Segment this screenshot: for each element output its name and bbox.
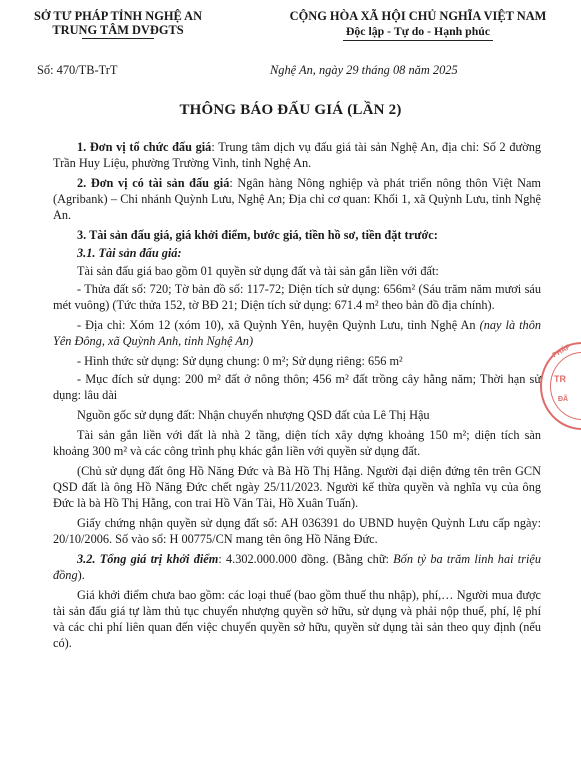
red-seal-stamp [540,342,581,430]
agency-line-1: SỞ TƯ PHÁP TỈNH NGHỆ AN [33,9,203,23]
address-info [53,317,541,349]
section-1 [53,139,541,171]
land-origin: Nguồn gốc sử dụng đất: Nhận chuyển nhượng QSD đất của Lê Thị Hậu [77,408,430,422]
section-3-heading: 3. Tài sản đấu giá, giá khởi điểm, bước giá, tiền hồ sơ, tiền đặt trước: [77,228,438,242]
owner-info: (Chủ sử dụng đất ông Hồ Năng Đức và Bà Hồ Thị Hằng. Người đại diện đứng tên trên GCN QSD đất là ông Hồ Năng Đức chết ngày 25/11/2023. Người kế thừa quyền và nghĩa vụ của ông Đức là bà Hồ Thị Hằng, con trai Hồ Văn Tài, Hồ Xuân Tuấn). [53,464,541,510]
house-info: Tài sản gắn liền với đất là nhà 2 tầng, diện tích xây dựng khoảng 150 m²; diện tích sàn khoảng 300 m² và các công trình phụ khác gắn liền với quyền sử dụng đất. [53,428,541,458]
section-3-2-words: Bốn tỷ ba trăm linh hai triệu đồng [53,552,542,582]
section-2-label: 2. Đơn vị có tài sản đấu giá [77,176,230,190]
motto-underline [343,40,493,41]
motto: Độc lập - Tự do - Hạnh phúc [345,24,491,38]
usage-purpose: - Mục đích sử dụng: 200 m² đất ở nông thôn; 456 m² đất trồng cây hằng năm; Thời hạn sử dụng: lâu dài [53,372,541,402]
section-2-text: : Ngân hàng Nông nghiệp và phát triển nông thôn Việt Nam (Agribank) – Chi nhánh Quỳnh Lưu, Nghệ An; Địa chỉ cơ quan: Khối 1, xã Quỳnh Lưu, tỉnh Nghệ An. [53,176,541,222]
section-3-1-heading: 3.1. Tài sản đấu giá: [77,246,182,260]
document-date: Nghệ An, ngày 29 tháng 08 năm 2025 [270,63,458,77]
document-number: Số: 470/TB-TrT [37,63,118,77]
section-2 [53,175,541,223]
section-3-2-close: ). [77,568,85,582]
stamp-text-b: TR [554,374,566,384]
document-title: THÔNG BÁO ĐẤU GIÁ (LẦN 2) [179,102,402,118]
section-3-2-value: : 4.302.000.000 đồng. (Bằng chữ: [218,552,394,566]
nation-line: CỘNG HÒA XÃ HỘI CHỦ NGHĨA VIỆT NAM [289,9,547,23]
document-body [53,139,541,655]
stamp-inner-ring [550,352,581,420]
parcel-info: - Thửa đất số: 720; Tờ bản đồ số: 117-72; Diện tích sử dụng: 656m² (Sáu trăm năm mươi sáu mét vuông) (Tức thửa 152, tờ BĐ 21; Diện tích sử dụng: 671.4 m² theo bản đồ địa chính). [53,282,541,312]
section-1-text: : Trung tâm dịch vụ đấu giá tài sản Nghệ An, địa chỉ: Số 2 đường Trần Huy Liệu, phường Trường Vinh, tỉnh Nghệ An. [53,140,541,170]
agency-underline [82,38,154,39]
stamp-text-a: PHÁP [551,343,572,360]
nation-header [258,9,578,41]
address-text: - Địa chỉ: Xóm 12 (xóm 10), xã Quỳnh Yên, huyện Quỳnh Lưu, tỉnh Nghệ An [77,318,480,332]
section-1-label: 1. Đơn vị tổ chức đấu giá [77,140,212,154]
stamp-text-c: ĐÃ [558,396,569,403]
address-note: (nay là thôn Yên Đông, xã Quỳnh Anh, tỉnh Nghệ An) [53,318,541,348]
asset-intro: Tài sản đấu giá bao gồm 01 quyền sử dụng đất và tài sản gắn liền với đất: [77,264,439,278]
usage-form: - Hình thức sử dụng: Sử dụng chung: 0 m²; Sử dụng riêng: 656 m² [77,354,403,368]
agency-line-2: TRUNG TÂM DVĐGTS [52,23,184,37]
section-3-2 [53,551,541,583]
agency-header [8,9,228,39]
section-3-2-label: 3.2. Tổng giá trị khởi điểm [77,552,219,566]
exclusions-info: Giá khởi điểm chưa bao gồm: các loại thuế (bao gồm thuế thu nhập), phí,… Người mua được tài sản đấu giá tự làm thủ tục chuyển nhượng quyền sở hữu, sử dụng và phải nộp thuế, phí, lệ phí và các chi phí liên quan đến việc chuyển quyền sở hữu, quyền sử dụng tài sản theo quy định (nếu có). [53,588,541,650]
certificate-info: Giấy chứng nhận quyền sử dụng đất số: AH 036391 do UBND huyện Quỳnh Lưu cấp ngày: 20/10/2006. Số vào sổ: H 00775/CN mang tên ông Hồ Năng Đức. [53,516,541,546]
